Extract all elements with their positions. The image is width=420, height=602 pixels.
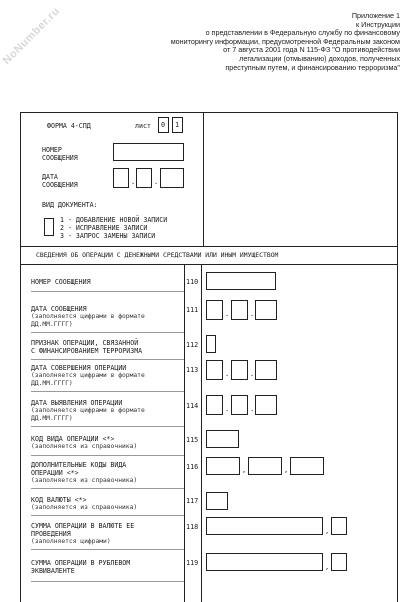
row-underline	[31, 455, 184, 456]
doc-type-option: 2 - ИСПРАВЛЕНИЕ ЗАПИСИ	[60, 224, 148, 232]
row-underline	[31, 549, 184, 550]
date-month-field[interactable]	[136, 168, 152, 188]
row-field-110[interactable]	[206, 272, 276, 290]
row-label-118	[31, 522, 134, 546]
row-114-year-field[interactable]	[255, 395, 277, 415]
decimal-separator: ,	[325, 563, 330, 571]
label-line: ПРОВЕДЕНИЯ	[31, 530, 71, 538]
row-116-code-field-1[interactable]	[206, 457, 240, 475]
row-label-114	[31, 399, 145, 423]
header-line: Приложение 1	[351, 11, 400, 20]
doc-type-label: ВИД ДОКУМЕНТА:	[42, 201, 98, 209]
row-label-110: НОМЕР СООБЩЕНИЯ	[31, 278, 91, 286]
hint-line: ДД.ММ.ГГГГ)	[31, 380, 73, 387]
row-code-112: 112	[186, 341, 199, 349]
row-code-117: 117	[186, 497, 199, 505]
date-separator: .	[250, 405, 255, 413]
date-separator: .	[225, 310, 230, 318]
row-underline	[31, 291, 184, 292]
message-number-label	[42, 146, 78, 162]
label-line: СУММА ОПЕРАЦИИ В ВАЛЮТЕ ЕЕ	[31, 522, 135, 530]
row-field-117[interactable]	[206, 492, 228, 510]
row-code-113: 113	[186, 366, 199, 374]
watermark-text: NoNumber.ru	[0, 5, 63, 67]
hint-line: (заполняется цифрами в формате	[31, 313, 145, 320]
section-title-top-rule	[20, 246, 398, 247]
date-day-field[interactable]	[113, 168, 129, 188]
date-separator: .	[225, 370, 230, 378]
code-separator: ,	[242, 466, 247, 474]
row-116-code-field-3[interactable]	[290, 457, 324, 475]
section-title: СВЕДЕНИЯ ОБ ОПЕРАЦИИ С ДЕНЕЖНЫМИ СРЕДСТВАМИ ИЛИ ИНЫМ ИМУЩЕСТВОМ	[36, 251, 279, 259]
row-code-114: 114	[186, 402, 199, 410]
row-label-116	[31, 461, 137, 485]
row-underline	[31, 515, 184, 516]
row-114-month-field[interactable]	[231, 395, 248, 415]
label-line: ДАТА	[42, 173, 58, 181]
label-column-divider	[184, 264, 185, 602]
row-111-year-field[interactable]	[255, 300, 277, 320]
doc-type-option: 1 - ДОБАВЛЕНИЕ НОВОЙ ЗАПИСИ	[60, 216, 168, 224]
sheet-digit: 1	[175, 121, 180, 129]
row-field-112[interactable]	[206, 335, 216, 353]
hint-line: (заполняется из справочника)	[31, 443, 138, 450]
message-number-field[interactable]	[113, 143, 184, 161]
row-113-month-field[interactable]	[231, 360, 248, 380]
row-underline	[31, 359, 184, 360]
header-line: к Инструкции	[356, 19, 400, 29]
doc-type-options	[60, 216, 167, 240]
row-label-119	[31, 559, 130, 575]
row-label-111	[31, 305, 145, 329]
row-underline	[31, 391, 184, 392]
date-separator: .	[154, 178, 159, 186]
label-line: С ФИНАНСИРОВАНИЕМ ТЕРРОРИЗМА	[31, 347, 143, 355]
row-118-amount-field[interactable]	[206, 517, 323, 535]
row-label-113	[31, 364, 145, 388]
header-line: мониторингу информации, предусмотренной Федеральным законом	[170, 36, 400, 46]
hint-line: (заполняется цифрами в формате	[31, 372, 145, 379]
row-field-115[interactable]	[206, 430, 239, 448]
decimal-separator: ,	[325, 527, 330, 535]
label-line: КОД ВАЛЮТЫ <*>	[31, 496, 87, 504]
row-119-amount-field[interactable]	[206, 553, 323, 571]
watermark	[0, 0, 120, 80]
label-line: ДАТА ВЫЯВЛЕНИЯ ОПЕРАЦИИ	[31, 399, 123, 407]
hint-line: ДД.ММ.ГГГГ)	[31, 415, 73, 422]
date-separator: .	[131, 178, 136, 186]
row-code-115: 115	[186, 436, 199, 444]
label-line: СООБЩЕНИЯ	[42, 154, 78, 162]
appendix-header	[140, 12, 400, 72]
row-code-118: 118	[186, 523, 199, 531]
label-line: СООБЩЕНИЯ	[42, 181, 78, 189]
doc-type-option: 3 - ЗАПРОС ЗАМЕНЫ ЗАПИСИ	[60, 232, 156, 240]
date-separator: .	[225, 405, 230, 413]
row-119-fraction-field[interactable]	[331, 553, 347, 571]
label-line: КОД ВИДА ОПЕРАЦИИ <*>	[31, 435, 115, 443]
row-code-110: 110	[186, 278, 199, 286]
row-underline	[31, 488, 184, 489]
row-114-day-field[interactable]	[206, 395, 223, 415]
row-111-day-field[interactable]	[206, 300, 223, 320]
code-column-divider	[201, 264, 202, 602]
row-code-116: 116	[186, 463, 199, 471]
top-divider	[203, 112, 204, 246]
label-line: НОМЕР	[42, 146, 62, 154]
label-line: ЭКВИВАЛЕНТЕ	[31, 567, 75, 575]
hint-line: ДД.ММ.ГГГГ)	[31, 321, 73, 328]
label-line: ПРИЗНАК ОПЕРАЦИИ, СВЯЗАННОЙ	[31, 339, 139, 347]
sheet-digit-box[interactable]	[172, 117, 183, 133]
row-116-code-field-2[interactable]	[248, 457, 282, 475]
hint-line: (заполняется цифрами)	[31, 538, 111, 545]
row-underline	[31, 581, 184, 582]
row-111-month-field[interactable]	[231, 300, 248, 320]
label-line: ДАТА СОВЕРШЕНИЯ ОПЕРАЦИИ	[31, 364, 127, 372]
sheet-digit-box[interactable]	[158, 117, 169, 133]
row-113-day-field[interactable]	[206, 360, 223, 380]
header-line: о представлении в Федеральную службу по финансовому	[205, 28, 400, 38]
label-line: ДАТА СООБЩЕНИЯ	[31, 305, 87, 313]
row-113-year-field[interactable]	[255, 360, 277, 380]
header-line: легализации (отмыванию) доходов, полученных	[239, 53, 400, 63]
row-118-fraction-field[interactable]	[331, 517, 347, 535]
row-underline	[31, 426, 184, 427]
doc-type-field[interactable]	[44, 218, 54, 236]
message-date-label	[42, 173, 78, 189]
row-underline	[31, 332, 184, 333]
row-code-119: 119	[186, 559, 199, 567]
hint-line: (заполняется из справочника)	[31, 477, 138, 484]
row-label-117	[31, 496, 137, 512]
hint-line: (заполняется из справочника)	[31, 504, 138, 511]
row-code-111: 111	[186, 306, 199, 314]
label-line: СУММА ОПЕРАЦИИ В РУБЛЕВОМ	[31, 559, 131, 567]
label-line: ДОПОЛНИТЕЛЬНЫЕ КОДЫ ВИДА	[31, 461, 127, 469]
code-separator: ,	[284, 466, 289, 474]
date-separator: .	[250, 370, 255, 378]
label-line: ОПЕРАЦИИ <*>	[31, 469, 79, 477]
row-label-112	[31, 339, 142, 355]
sheet-label: лист	[135, 122, 151, 130]
section-title-bottom-rule	[20, 264, 398, 265]
header-line: от 7 августа 2001 года N 115-ФЗ "О противодействии	[223, 45, 400, 55]
date-separator: .	[250, 310, 255, 318]
sheet-digit: 0	[161, 121, 166, 129]
row-label-115	[31, 435, 137, 451]
hint-line: (заполняется цифрами в формате	[31, 407, 145, 414]
date-year-field[interactable]	[160, 168, 184, 188]
header-line: преступным путем, и финансированию терроризма"	[225, 62, 400, 72]
form-title: ФОРМА 4-СПД	[47, 122, 91, 130]
